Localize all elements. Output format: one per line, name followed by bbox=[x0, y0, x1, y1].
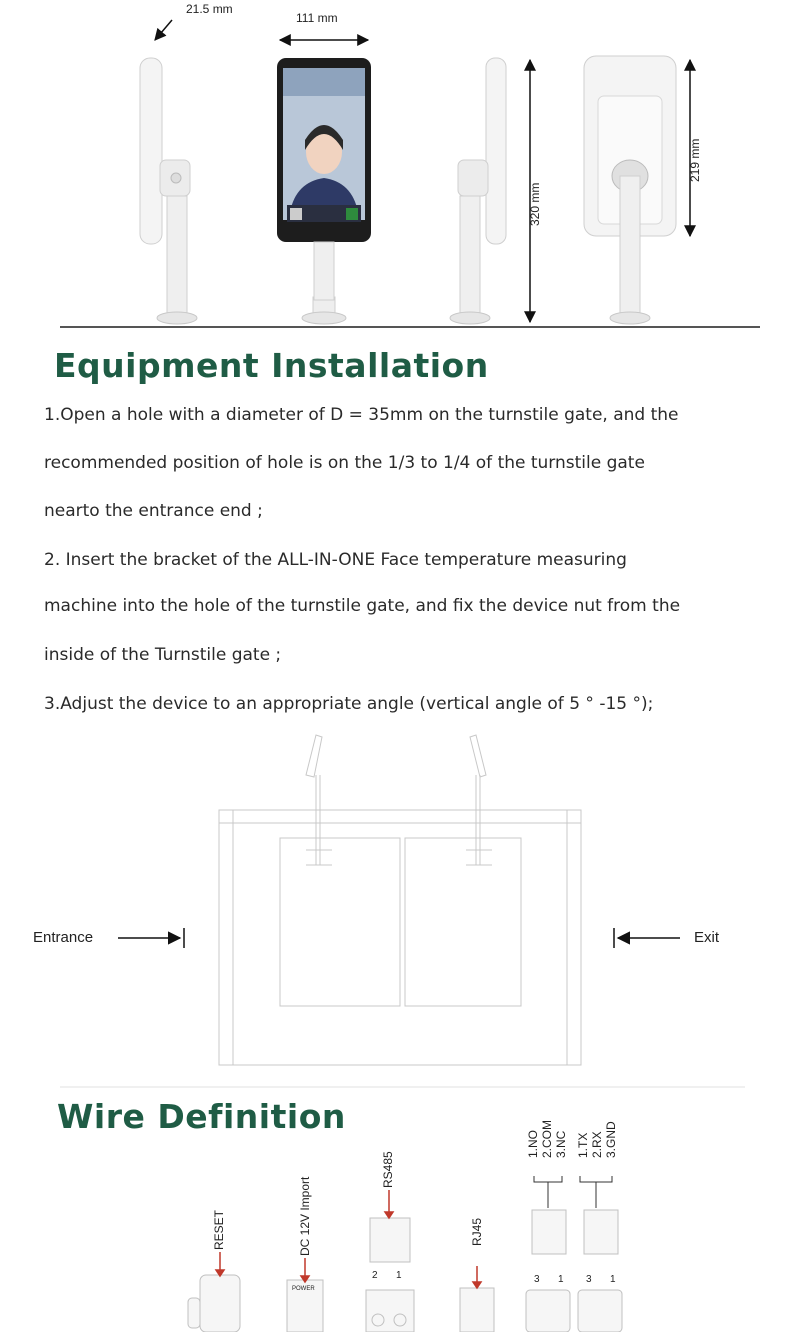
product-dimensions-figure bbox=[0, 0, 800, 335]
height-total-label: 320 mm bbox=[528, 182, 542, 226]
instruction-line: inside of the Turnstile gate ; bbox=[44, 645, 282, 665]
relay-pin-number: 3 bbox=[534, 1274, 540, 1285]
rs485-pin-number: 1 bbox=[396, 1270, 402, 1281]
exit-label: Exit bbox=[694, 929, 720, 946]
turnstile-gate-diagram bbox=[0, 715, 800, 1095]
instruction-line: 3.Adjust the device to an appropriate angle (vertical angle of 5 ° -15 °); bbox=[44, 694, 654, 714]
serial-pin-label: 2.RX bbox=[590, 1131, 604, 1158]
power-tag: POWER bbox=[292, 1286, 315, 1292]
instruction-line: 1.Open a hole with a diameter of D = 35mm on the turnstile gate, and the bbox=[44, 405, 679, 425]
back-view-device bbox=[584, 56, 676, 324]
instruction-line: 2. Insert the bracket of the ALL-IN-ONE Face temperature measuring bbox=[44, 550, 627, 570]
serial-pin-number: 3 bbox=[586, 1274, 592, 1285]
relay-pin-label: 2.COM bbox=[540, 1119, 554, 1158]
width-label: 111 mm bbox=[296, 11, 338, 25]
relay-pin-label: 1.NO bbox=[526, 1129, 540, 1158]
entrance-label: Entrance bbox=[33, 929, 94, 946]
reset-label: RESET bbox=[212, 1209, 226, 1250]
wire-title: Wire Definition bbox=[57, 1097, 346, 1136]
relay-pin-label: 3.NC bbox=[554, 1130, 568, 1158]
instruction-line: machine into the hole of the turnstile gate, and fix the device nut from the bbox=[44, 596, 681, 616]
serial-pin-label: 1.TX bbox=[576, 1132, 590, 1158]
front-view-device bbox=[277, 58, 371, 324]
rs485-label: RS485 bbox=[381, 1151, 395, 1188]
side-view-left bbox=[140, 58, 197, 324]
serial-pin-label: 3.GND bbox=[604, 1121, 618, 1158]
gate-diagram-svg bbox=[0, 715, 800, 1095]
instruction-line: recommended position of hole is on the 1/3 to 1/4 of the turnstile gate bbox=[44, 453, 645, 473]
depth-label: 21.5 mm bbox=[186, 2, 233, 16]
rs485-pin-number: 2 bbox=[372, 1270, 378, 1281]
installation-title: Equipment Installation bbox=[54, 346, 489, 385]
dc-import-label: DC 12V Import bbox=[298, 1176, 312, 1256]
relay-pin-number: 1 bbox=[558, 1274, 564, 1285]
wire-diagram bbox=[0, 1120, 800, 1332]
rj45-label: RJ45 bbox=[470, 1217, 484, 1246]
depth-arrow bbox=[155, 20, 172, 40]
serial-pin-number: 1 bbox=[610, 1274, 616, 1285]
instruction-line: nearto the entrance end ; bbox=[44, 501, 263, 521]
side-view-right bbox=[450, 58, 506, 324]
wire-diagram-svg bbox=[0, 1120, 800, 1332]
product-views-svg bbox=[0, 0, 800, 335]
height-screen-label: 219 mm bbox=[688, 138, 702, 182]
